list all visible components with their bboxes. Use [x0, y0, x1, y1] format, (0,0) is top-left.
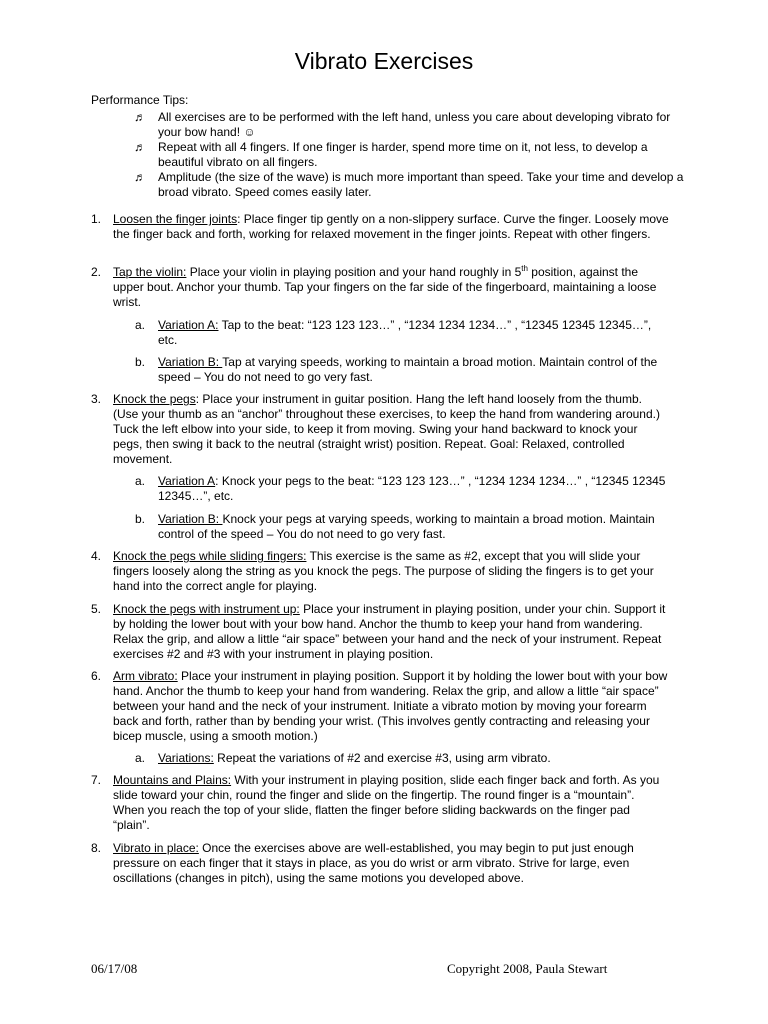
music-note-icon: ♬: [134, 140, 146, 154]
item-number: 6.: [91, 669, 102, 683]
sub-body: [158, 474, 673, 504]
sub-text: : Knock your pegs to the beat: “123 123 123…” , “1234 1234 1234…” , “12345 12345 12345…”, etc.: [158, 474, 666, 503]
item-superscript: th: [521, 264, 528, 273]
sub-body: [158, 751, 673, 766]
item-body: [113, 602, 669, 662]
sub-body: [158, 355, 673, 385]
item-body: [113, 549, 669, 594]
sub-number: a.: [135, 751, 146, 765]
sub-label: Variation B:: [158, 355, 223, 369]
sub-number: b.: [135, 355, 146, 369]
item-label: Knock the pegs: [113, 392, 196, 406]
music-note-icon: ♬: [134, 170, 146, 184]
sub-text: Tap at varying speeds, working to maintain a broad motion. Maintain control of the speed – You do not need to go very fast.: [158, 355, 658, 384]
item-sep: :: [195, 392, 200, 406]
sub-label: Variations:: [158, 751, 214, 765]
item-text: Place your instrument in guitar position. Hang the left hand loosely from the thumb. (Use your thumb as an “anchor” throughout these exercises, to keep the hand from wandering around.) Tuck the left elbow into your side, to keep it from moving. Swing your hand backward to knock your pegs, then swing it back to the neutral (straight wrist) position. Repeat. Goal: Relaxed, controlled movement.: [113, 392, 660, 466]
item-label: Vibrato in place:: [113, 841, 199, 855]
sub-label: Variation A:: [158, 318, 219, 332]
item-text: Place your instrument in playing position. Support it by holding the lower bout with your bow hand. Anchor the thumb to keep your hand from wandering. Relax the grip, and allow a little “air space” between your hand and the neck of your instrument. Initiate a vibrato motion by moving your forearm back and forth, rather than by bending your wrist. (This involves gently contracting and releasing your bicep muscle, using a smooth motion.): [113, 669, 668, 743]
item-number: 7.: [91, 773, 102, 787]
item-text-before: Place your violin in playing position and your hand roughly in 5: [186, 265, 522, 279]
sub-number: b.: [135, 512, 146, 526]
item-body: [113, 841, 669, 886]
item-body: [113, 392, 669, 467]
sub-body: [158, 318, 673, 348]
item-text: This exercise is the same as #2, except that you will slide your fingers loosely along the string as you knock the pegs. The purpose of sliding the fingers is to get your hand into the correct angle for playing.: [113, 549, 654, 593]
item-label: Loosen the finger joints: [113, 212, 238, 226]
item-number: 8.: [91, 841, 102, 855]
sub-text: Knock your pegs at varying speeds, working to maintain a broad motion. Maintain control of the speed – You do not need to go very fast.: [158, 512, 655, 541]
item-text: position, against the upper bout. Anchor your thumb. Tap your fingers on the far side of the fingerboard, maintaining a loose wrist.: [113, 265, 657, 309]
sub-number: a.: [135, 318, 146, 332]
tip-text: Repeat with all 4 fingers. If one finger is harder, spend more time on it, not less, to develop a beautiful vibrato on all fingers.: [158, 140, 648, 169]
tips-heading: Performance Tips:: [91, 93, 189, 107]
item-text: Place your instrument in playing position, under your chin. Support it by holding the lower bout with your bow hand. Anchor the thumb to keep your hand from wandering. Relax the grip, and allow a little “air space” between your hand and the neck of your instrument. Repeat exercises #2 and #3 with your instrument in playing position.: [113, 602, 666, 661]
sub-text: Repeat the variations of #2 and exercise #3, using arm vibrato.: [213, 751, 551, 765]
item-text: Place finger tip gently on a non-slippery surface. Curve the finger. Loosely move the finger back and forth, working for relaxed movement in the finger joints. Repeat with other fingers.: [113, 212, 669, 241]
sub-label: Variation A: [158, 474, 216, 488]
item-label: Mountains and Plains:: [113, 773, 232, 787]
item-number: 1.: [91, 212, 102, 226]
item-number: 3.: [91, 392, 102, 406]
sub-label: Variation B:: [158, 512, 223, 526]
item-body: [113, 669, 669, 744]
item-text: Once the exercises above are well-established, you may begin to put just enough pressure on each finger that it stays in place, as you do wrist or arm vibrato. Strive for large, even oscillations (changes in pitch), using the same motions you developed above.: [113, 841, 634, 885]
item-label: Arm vibrato:: [113, 669, 178, 683]
page-title: Vibrato Exercises: [294, 48, 474, 74]
music-note-icon: ♬: [134, 110, 146, 124]
item-number: 5.: [91, 602, 102, 616]
footer-copyright: Copyright 2008, Paula Stewart: [447, 961, 608, 976]
sub-body: [158, 512, 673, 542]
item-text: With your instrument in playing position, slide each finger back and forth. As you slide toward your chin, round the finger and slide on the fingertip. The round finger is a “mountain”. When you reach the top of your slide, flatten the finger before sliding backwards on the finger pad “plain”.: [113, 773, 660, 832]
item-label: Tap the violin:: [113, 265, 187, 279]
item-body: [113, 773, 669, 833]
item-label: Knock the pegs with instrument up:: [113, 602, 300, 616]
tip-text: Amplitude (the size of the wave) is much more important than speed. Take your time and develop a broad vibrato. Speed comes easily later.: [158, 170, 684, 199]
item-body: [113, 265, 669, 310]
sub-text: Tap to the beat: “123 123 123…” , “1234 1234 1234…” , “12345 12345 12345…”, etc.: [158, 318, 652, 347]
item-sep: :: [237, 212, 241, 226]
footer-date: 06/17/08: [91, 961, 138, 976]
item-label: Knock the pegs while sliding fingers:: [113, 549, 307, 563]
item-number: 2.: [91, 265, 102, 279]
item-body: [113, 212, 669, 242]
tip-text: All exercises are to be performed with the left hand, unless you care about developing vibrato for your bow hand! ☺: [158, 110, 671, 139]
sub-number: a.: [135, 474, 146, 488]
item-number: 4.: [91, 549, 102, 563]
